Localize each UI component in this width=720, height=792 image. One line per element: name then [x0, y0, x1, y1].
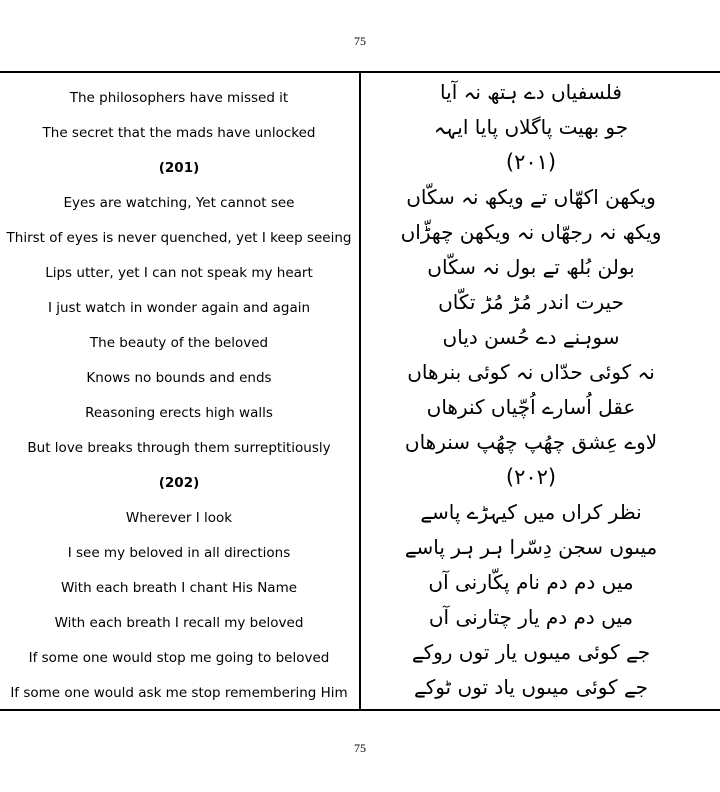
urdu-line: جے کوئی میںوں یاد توں ٹوکے: [413, 674, 649, 699]
urdu-verse-number: (۲۰۲): [505, 464, 557, 489]
english-line: If some one would stop me going to beloved: [28, 649, 330, 666]
page-number-bottom: 75: [354, 741, 366, 755]
urdu-verse-number: (۲۰۱): [505, 149, 557, 174]
urdu-line: عقل اُسارے اُچّیاں کنرھاں: [426, 394, 636, 419]
english-line: But love breaks through them surreptitiously: [27, 439, 331, 456]
english-line: I just watch in wonder again and again: [47, 299, 311, 316]
english-line: The philosophers have missed it: [69, 89, 289, 106]
english-line: Knows no bounds and ends: [86, 369, 272, 386]
urdu-line: نہ کوئی حدّاں نہ کوئی بنرھاں: [407, 359, 655, 384]
english-line: I see my beloved in all directions: [67, 544, 291, 561]
english-line: The secret that the mads have unlocked: [42, 124, 316, 141]
urdu-line: سوہنے دے حُسن دیاں: [442, 324, 620, 349]
urdu-line: ویکھن اکھّاں تے ویکھ نہ سکّاں: [406, 184, 656, 209]
english-line: If some one would ask me stop remembering Him: [10, 684, 348, 701]
urdu-column: [362, 74, 720, 704]
urdu-line: میں دم دم نام پکّارنی آں: [428, 569, 634, 594]
english-verse-number: (202): [158, 474, 200, 491]
table-bottom-rule: [0, 709, 720, 711]
urdu-line: لاوے عِشق چھُپ چھُپ سنرھاں: [404, 429, 658, 454]
page-number-top: 75: [354, 34, 366, 48]
english-line: Lips utter, yet I can not speak my heart: [45, 264, 313, 281]
english-line: With each breath I recall my beloved: [54, 614, 304, 631]
urdu-line: حیرت اندر مُڑ مُڑ تکّاں: [438, 289, 624, 314]
urdu-line: نظر کراں میں کیہڑے پاسے: [420, 499, 642, 524]
urdu-line: جو بھیت پاگلاں پایا ایہہ: [433, 114, 629, 139]
urdu-line: بولن بُلھ تے بول نہ سکّاں: [427, 254, 635, 279]
english-line: Thirst of eyes is never quenched, yet I keep seeing: [6, 229, 352, 246]
english-verse-number: (201): [158, 159, 200, 176]
english-line: Reasoning erects high walls: [85, 404, 273, 421]
urdu-line: ویکھ نہ رجھّاں نہ ویکھن چھڑّاں: [400, 219, 662, 244]
urdu-line: میں دم دم یار چتارنی آں: [428, 604, 634, 629]
urdu-line: فلسفیاں دے ہتھ نہ آیا: [440, 79, 622, 104]
urdu-line: میںوں سجن دِسّرا ہر ہر پاسے: [404, 534, 658, 559]
column-divider: [359, 72, 361, 710]
english-line: With each breath I chant His Name: [60, 579, 298, 596]
english-column: [0, 74, 358, 704]
english-line: The beauty of the beloved: [89, 334, 269, 351]
urdu-line: جے کوئی میںوں یار توں روکے: [411, 639, 651, 664]
english-line: Eyes are watching, Yet cannot see: [63, 194, 295, 211]
english-line: Wherever I look: [125, 509, 233, 526]
